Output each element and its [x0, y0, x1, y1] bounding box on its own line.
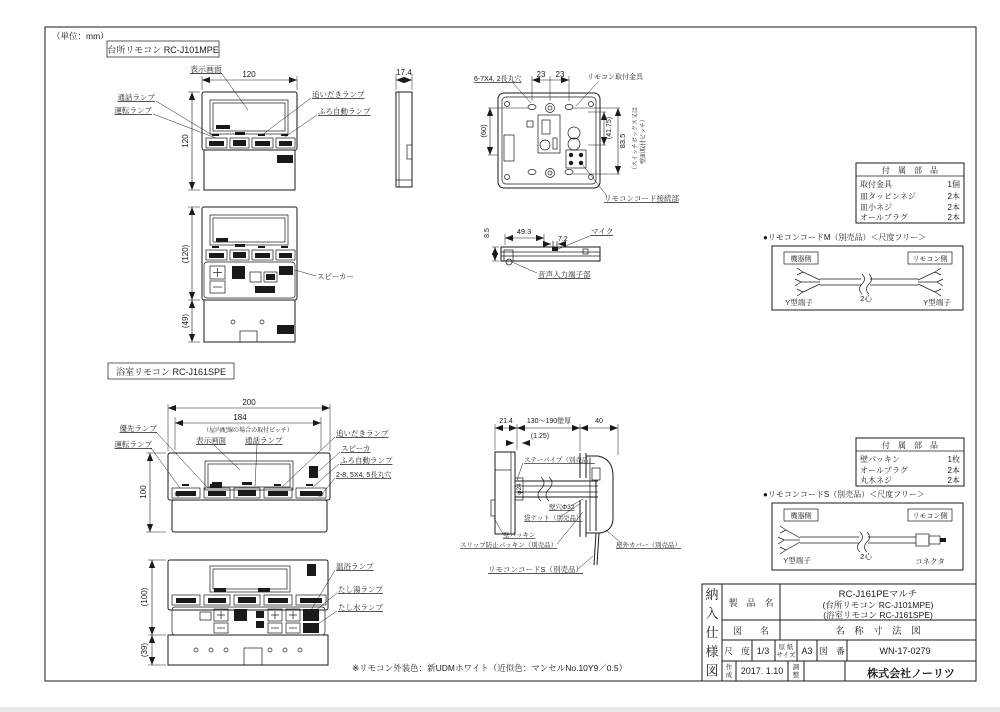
- pipe-dia-label: φ24: [516, 483, 523, 495]
- kitchen-side-view: [396, 68, 412, 187]
- paper-size-label-1: 原 紙: [778, 644, 794, 651]
- kitchen-front-width-dim: 120: [242, 70, 256, 79]
- outdoor-cover-label: 屋外カバー（別売品）: [616, 542, 681, 549]
- lamp-talk-label: 通話ランプ: [117, 93, 155, 102]
- cord-s-core: 2心: [860, 552, 872, 561]
- drawing-number-label: 図 番: [819, 646, 845, 656]
- cord-s-left-side: 機器側: [790, 513, 812, 520]
- wall-dim-thickness: 130～190壁厚: [526, 418, 572, 425]
- drawing-number-value: WN-17-0279: [879, 646, 931, 656]
- bath-lamp-add-hot: たし湯ランプ: [338, 585, 383, 594]
- product-name-line1: RC-J161PEマルチ: [838, 589, 918, 600]
- drawing-name-label: 図 名: [732, 626, 770, 636]
- bath-lamp-add-cold: たし水ランプ: [338, 603, 383, 612]
- y-terminal-left: [778, 526, 800, 554]
- doc-type-char: 入: [705, 606, 719, 621]
- bath-open-cover: [172, 607, 325, 635]
- part-name: 壁パッキン: [860, 455, 900, 464]
- wall-section-view: [460, 416, 681, 574]
- part-name: 丸木ネジ: [860, 476, 892, 485]
- cord-s-leader-label: リモコンコードS（別売品）: [488, 565, 584, 574]
- drawing-frame: [45, 27, 976, 681]
- bath-dim-200: 200: [242, 398, 256, 407]
- wall-dim-125: (1.25): [530, 433, 550, 440]
- bath-title: 浴室リモコン RC-J161SPE: [115, 367, 227, 377]
- exterior-color-note: ※リモコン外装色：新UDMホワイト（近似色：マンセルNo.10Y9／0.5）: [352, 663, 628, 673]
- part-name: 取付金具: [860, 180, 892, 189]
- doc-type-vertical: [705, 587, 718, 678]
- created-date: 2017. 1.10: [740, 666, 784, 676]
- scale-value: 1/3: [756, 646, 770, 656]
- display-segment: [216, 125, 230, 129]
- adjust-label-2: 整: [792, 672, 800, 679]
- table-row: [860, 212, 960, 222]
- bath-height-dim: 100: [139, 485, 148, 499]
- cord-connect-label: リモコンコード接続部: [604, 194, 679, 203]
- slip-packing-label: スリップ防止パッキン（別売品）: [460, 542, 558, 549]
- kitchen-speaker-grille: [279, 266, 293, 275]
- bath-dim-184: 184: [233, 413, 247, 422]
- kitchen-open-lower-dim: (49): [181, 313, 190, 329]
- lamp-reheat-label: 追いだきランプ: [312, 90, 365, 99]
- kitchen-side-depth-dim: 17.4: [396, 68, 412, 77]
- bath-display-label: 表示画面: [196, 436, 226, 445]
- back-dim-4175: (41.75): [606, 116, 613, 140]
- bath-remote-profile: [495, 452, 515, 534]
- bath-pitch-note: （屋内配線の場合の取付ピッチ）: [203, 428, 293, 434]
- cord-terminal-block: [566, 127, 586, 168]
- parts-table-2-header: 付 属 部 品: [882, 441, 938, 450]
- display-label: 表示画面: [190, 65, 222, 74]
- back-pitch-note-1: （スイッチボックス又は: [633, 107, 639, 173]
- part-name: オールプラグ: [860, 466, 908, 475]
- cord-m-core: 2心: [860, 294, 872, 303]
- voice-terminal-label: 音声入力端子部: [538, 270, 591, 279]
- kitchen-bottom-section: [484, 227, 613, 279]
- back-dim-23-right: 23: [555, 70, 565, 79]
- adjust-label-1: 調: [792, 664, 800, 671]
- bath-front-view: [115, 398, 393, 532]
- part-qty: 1個: [947, 180, 960, 189]
- bath-lamp-auto: ふろ自動ランプ: [340, 456, 393, 465]
- part-name: 皿タッピンネジ: [860, 192, 916, 201]
- product-label: 製 品 名: [728, 598, 774, 608]
- speaker-label: スピーカー: [317, 272, 355, 281]
- part-qty: 2本: [947, 213, 960, 222]
- nut-label: 袋ナット（別売品）: [524, 515, 583, 522]
- kitchen-side-body: [396, 92, 412, 187]
- table-row: [860, 179, 960, 189]
- table-row: [860, 475, 960, 485]
- wall-hole-label: 壁穴Φ32: [549, 504, 575, 511]
- table-row: [860, 191, 960, 201]
- cord-s-diagram: [763, 489, 963, 570]
- cord-m-right-side: リモコン側: [912, 256, 948, 263]
- part-name: 皿小ネジ: [860, 203, 892, 212]
- cord-m-right-terminal: Y型端子: [923, 298, 951, 307]
- bath-open-lower-dim: (39): [140, 642, 149, 658]
- bath-open-lower: [168, 635, 328, 665]
- outdoor-cover: [586, 456, 613, 565]
- kitchen-buttons: [206, 138, 295, 148]
- kitchen-title: 台所リモコン RC-J101MPE: [107, 45, 219, 55]
- bath-lamp-onyoku: 温浴ランプ: [336, 562, 374, 571]
- wall-dim-40: 40: [595, 418, 603, 425]
- created-label-2: 成: [725, 672, 733, 679]
- table-row: [860, 202, 960, 212]
- bath-lamp-talk: 通話ランプ: [245, 436, 283, 445]
- paper-size-value: A3: [801, 646, 813, 656]
- cord-m-title: ●リモコンコードM（別売品）＜尺度フリー＞: [763, 233, 927, 242]
- kitchen-front-height-dim: 120: [181, 134, 190, 148]
- kitchen-front-view: [115, 64, 371, 190]
- bath-open-buttons: [172, 595, 326, 605]
- stay-pipe-label: ステーパイプ（別売品）: [524, 457, 595, 464]
- stay-pipe: [515, 477, 598, 501]
- scale-label: 尺 度: [724, 646, 750, 656]
- y-terminal-right: [918, 268, 943, 296]
- cord-m-left-side: 機器側: [790, 256, 812, 263]
- title-block: [702, 584, 976, 681]
- parts-table-2: [856, 438, 964, 486]
- cord-s-title: ●リモコンコードS（別売品）＜尺度フリー＞: [763, 490, 925, 499]
- bottom-dim-493: 49.3: [516, 227, 532, 236]
- kitchen-cover-buttons: [210, 266, 277, 293]
- voice-jack: [506, 259, 512, 265]
- bottom-dim-85: 8.5: [484, 228, 491, 238]
- part-qty: 2本: [947, 203, 960, 212]
- part-qty: 1枚: [947, 455, 960, 464]
- bath-lamp-run: 運転ランプ: [114, 440, 152, 449]
- lamp-run-label: 運転ランプ: [114, 106, 152, 115]
- wall-dim-depth: 21.4: [499, 418, 513, 425]
- product-name-line2: (台所リモコン RC-J101MPE): [822, 600, 934, 610]
- drawing-name-value: 名 称 寸 法 図: [835, 626, 921, 637]
- created-label-1: 作: [725, 664, 733, 671]
- back-holes-note: 6-7X4, 2長丸穴: [474, 76, 522, 83]
- doc-type-char: 納: [705, 587, 719, 602]
- unit-note: （単位：mm）: [52, 31, 109, 41]
- bath-title-box: [108, 363, 234, 379]
- bath-front-lower: [172, 500, 327, 532]
- part-qty: 2本: [947, 466, 960, 475]
- cord-s-right-side: リモコン側: [912, 513, 948, 520]
- connector: [916, 534, 946, 546]
- wall-packing-label: 壁パッキン: [503, 532, 536, 539]
- back-dim-23-left: 23: [536, 70, 546, 79]
- table-row: [860, 465, 960, 475]
- doc-type-char: 図: [705, 663, 719, 678]
- doc-type-char: 仕: [705, 625, 719, 640]
- bath-open-height-dim: (100): [140, 587, 149, 607]
- cord-s-left-terminal: Y型端子: [783, 556, 811, 565]
- cord-m-diagram: [763, 232, 963, 310]
- part-name: オールプラグ: [860, 213, 908, 222]
- kitchen-back-view: [474, 70, 679, 203]
- bath-speaker-label: スピーカ: [341, 444, 371, 453]
- product-name-line3: (浴室リモコン RC-J161SPE): [823, 610, 933, 620]
- kitchen-open-view: [181, 207, 354, 342]
- table-row: [860, 454, 960, 464]
- bath-holes-note: 2-8, 5X4, 5長丸穴: [336, 472, 392, 479]
- kitchen-front-speaker-grille: [277, 155, 293, 163]
- paper-size-label-2: サイズ: [776, 652, 796, 659]
- bath-open-view: [140, 560, 383, 665]
- mic-label: マイク: [591, 227, 614, 236]
- bottom-dim-72: 7.2: [558, 236, 568, 243]
- part-qty: 2本: [947, 192, 960, 201]
- cord-s-right-terminal: コネクタ: [915, 557, 945, 566]
- kitchen-title-box: [107, 41, 219, 57]
- mic-hole: [552, 247, 558, 251]
- bath-lamp-reheat: 追いだきランプ: [336, 429, 389, 438]
- kitchen-open-lower: [204, 300, 295, 342]
- back-dim-835: 83.5: [618, 133, 627, 149]
- y-terminal-left: [795, 268, 820, 296]
- bath-speaker-grille: [309, 466, 318, 478]
- kitchen-open-height-dim: (120): [181, 244, 190, 264]
- kitchen-open-buttons: [206, 250, 295, 260]
- bath-lamp-priority: 優先ランプ: [119, 424, 157, 433]
- back-dim-60: (60): [479, 124, 488, 138]
- bath-open-speaker-grille: [307, 564, 316, 576]
- lamp-auto-label: ふろ自動ランプ: [318, 107, 371, 116]
- bath-cover-buttons: [200, 609, 319, 633]
- bath-buttons: [172, 488, 326, 498]
- company-logo: 株式会社ノーリツ: [867, 668, 955, 680]
- doc-type-char: 様: [705, 644, 719, 659]
- part-qty: 2本: [947, 476, 960, 485]
- parts-table-1-header: 付 属 部 品: [882, 166, 938, 175]
- parts-table-1: [856, 163, 964, 223]
- cord-m-left-terminal: Y型端子: [785, 298, 813, 307]
- back-pitch-note-2: 壁面取付ピッチ）: [641, 116, 647, 164]
- bracket-label: リモコン取付金具: [587, 74, 643, 81]
